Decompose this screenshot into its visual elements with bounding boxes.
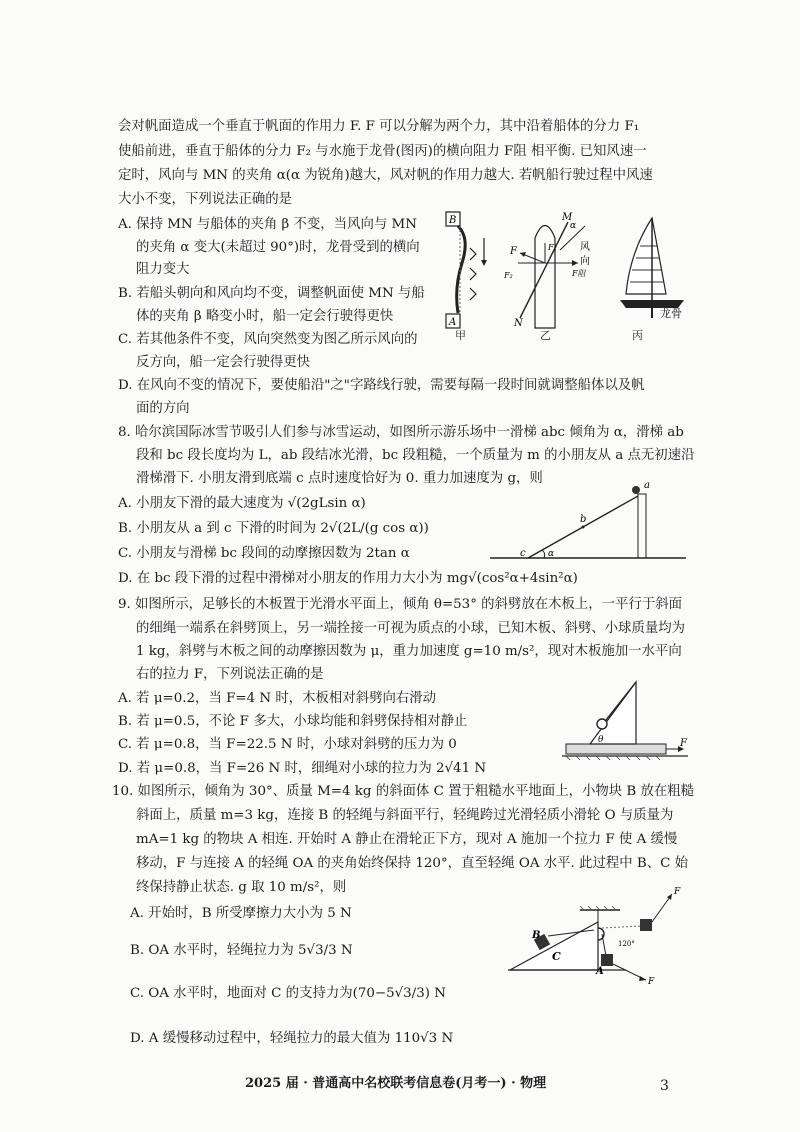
figure-label-bing: 丙 [632,329,643,342]
q8-option-c: C. 小朋友与滑梯 bc 段间的动摩擦因数为 2tan α [118,546,410,561]
q7-option-a-1: A. 保持 MN 与船体的夹角 β 不变，当风向与 MN [118,217,417,232]
q7-option-b-2: 体的夹角 β 略变小时，船一定会行驶得更快 [136,309,394,324]
label-fzu: F阻 [572,269,586,278]
q7-option-d-1: D. 在风向不变的情况下，要使船沿"之"字路线行驶，需要每隔一段时间就调整船体以及帆 [118,378,645,393]
intro-line-1: 会对帆面造成一个垂直于帆面的作用力 F. F 可以分解为两个力，其中沿着船体的分力 F₁ [118,119,640,134]
q10-stem-4: 移动，F 与连接 A 的轻绳 OA 的夹角始终保持 120°，直至轻绳 OA 水平. 此过程中 B、C 始 [136,856,689,871]
q9-option-d: D. 若 μ=0.8，当 F=26 N 时，细绳对小球的拉力为 2√41 N [118,761,487,776]
q8-stem-1: 8. 哈尔滨国际冰雪节吸引人们参与冰雪运动，如图所示游乐场中一滑梯 abc 倾角为 α，滑梯 ab [118,425,684,440]
label-theta: θ [598,735,604,745]
label-wind-2: 向 [580,256,590,267]
q9-option-b: B. 若 μ=0.5，不论 F 多大，小球均能和斜劈保持相对静止 [118,714,468,729]
figure-label-keel: 龙骨 [660,307,682,320]
page-number: 3 [660,1078,669,1094]
figure-label-jia: 甲 [455,329,466,342]
q8-option-a: A. 小朋友下滑的最大速度为 √(2gLsin α) [118,496,366,511]
label-m: M [562,212,573,223]
label-b: b [580,514,587,525]
label-c: C [552,950,561,963]
q9-option-a: A. 若 μ=0.2，当 F=4 N 时，木板相对斜劈向右滑动 [118,691,437,706]
q9-stem-4: 右的拉力 F，下列说法正确的是 [136,667,324,682]
label-f2: F₂ [504,271,513,280]
q10-option-c: C. OA 水平时，地面对 C 的支持力为(70−5√3/3) N [130,986,446,1001]
intro-line-2: 使船前进，垂直于船体的分力 F₂ 与水施于龙骨(图丙)的横向阻力 F阻 相平衡. 已知风速一 [118,144,647,159]
q7-option-d-2: 面的方向 [136,401,190,416]
q10-stem-2: 斜面上，质量 m=3 kg，连接 B 的轻绳与斜面平行，轻绳跨过光滑轻质小滑轮 O 与质量为 [136,808,674,823]
q10-stem-1: 10. 如图所示，倾角为 30°、质量 M=4 kg 的斜面体 C 置于粗糙水平地面上，小物块 B 放在粗糙 [112,784,695,799]
intro-line-3: 定时，风向与 MN 的夹角 α(α 为锐角)越大，风对帆的作用力越大. 若帆船行驶过程中风速 [118,168,653,183]
intro-line-4: 大小不变，下列说法正确的是 [118,192,293,207]
q7-option-c-1: C. 若其他条件不变，风向突然变为图乙所示风向的 [118,332,418,347]
label-angle: 120° [618,940,635,948]
label-f: F [680,738,687,749]
label-b: B [532,930,541,941]
q9-stem-2: 的细绳一端系在斜劈顶上，另一端拴接一可视为质点的小球，已知木板、斜劈、小球质量均为 [136,621,686,636]
q8-option-d: D. 在 bc 段下滑的过程中滑梯对小朋友的作用力大小为 mg√(cos²α+4sin²α) [118,571,578,586]
q9-wedge-figure [560,676,690,760]
q9-stem-3: 1 kg，斜劈与木板之间的动摩擦因数为 μ，重力加速度 g=10 m/s²，现对木板施加一水平向 [136,644,682,659]
label-f-lower: F [648,977,655,987]
label-b: B [449,215,457,226]
q10-option-b: B. OA 水平时，轻绳拉力为 5√3/3 N [130,943,353,958]
label-wind-1: 风 [580,242,590,253]
figure-label-yi: 乙 [540,329,551,342]
q9-stem-1: 9. 如图所示，足够长的木板置于光滑水平面上，倾角 θ=53° 的斜劈放在木板上，一平行于斜面 [118,597,683,612]
q7-option-a-2: 的夹角 α 变大(未超过 90°)时，龙骨受到的横向 [136,240,420,255]
q9-option-c: C. 若 μ=0.8，当 F=22.5 N 时，小球对斜劈的压力为 0 [118,737,457,752]
label-f-upper: F [674,887,681,897]
q10-pulley-figure [506,876,686,996]
q8-stem-2: 段和 bc 段长度均为 L，ab 段结冰光滑，bc 段粗糙，一个质量为 m 的小朋友从 a 点无初速沿 [136,448,695,463]
label-alpha: α [548,549,555,559]
q7-option-b-1: B. 若船头朝向和风向均不变，调整帆面使 MN 与船 [118,286,425,301]
q7-option-c-2: 反方向，船一定会行驶得更快 [136,355,311,370]
label-f: F [510,246,517,257]
q10-stem-3: mA=1 kg 的物块 A 相连. 开始时 A 静止在滑轮正下方，现对 A 施加一个拉力 F 使 A 缓慢 [136,832,678,847]
q7-figure-jia [440,208,500,338]
label-a: A [449,317,457,328]
q10-stem-5: 终保持静止状态. g 取 10 m/s²，则 [136,880,347,895]
label-c: c [520,548,526,559]
label-a: a [644,480,650,491]
q8-slide-figure [488,476,688,566]
q10-option-d: D. A 缓慢移动过程中，轻绳拉力的最大值为 110√3 N [130,1031,454,1046]
label-alpha: α [570,221,577,231]
label-n: N [514,318,523,329]
q8-stem-3: 滑梯滑下. 小朋友滑到底端 c 点时速度恰好为 0. 重力加速度为 g，则 [136,471,543,486]
q7-figure-yi [500,208,610,332]
q7-option-a-3: 阻力变大 [136,262,190,277]
label-a: A [596,966,604,977]
footer-title: 2025 届 · 普通高中名校联考信息卷(月考一) · 物理 [245,1076,547,1091]
q10-option-a: A. 开始时，B 所受摩擦力大小为 5 N [130,906,352,921]
label-f1: F₁ [548,243,557,252]
q8-option-b: B. 小朋友从 a 到 c 下滑的时间为 2√(2L/(g cos α)) [118,521,429,536]
